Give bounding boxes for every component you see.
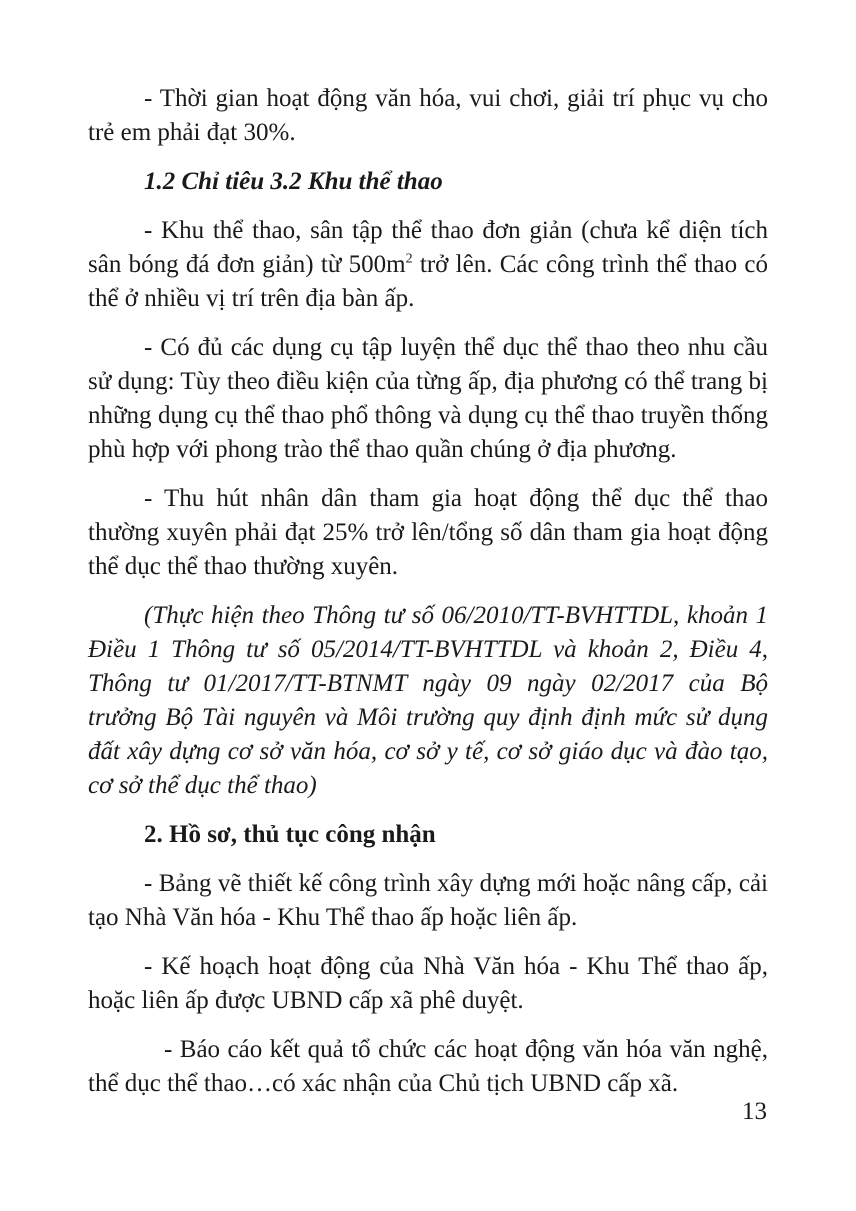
paragraph-equipment: - Có đủ các dụng cụ tập luyện thể dục thể thao theo nhu cầu sử dụng: Tùy theo điều kiện của từng ấp, địa phương có thể trang bị những dụng cụ thể thao phổ thông và dụng cụ thể thao truyền thống phù hợp với phong trào thể thao quần chúng ở địa phương. (88, 334, 768, 463)
page-number: 13 (742, 1098, 767, 1125)
paragraph-participation: - Thu hút nhân dân tham gia hoạt động thể dục thể thao thường xuyên phải đạt 25% trở lên/tổng số dân tham gia hoạt động thể dục thể thao thường xuyên. (88, 485, 768, 580)
paragraph-design-drawing: - Bảng vẽ thiết kế công trình xây dựng mới hoặc nâng cấp, cải tạo Nhà Văn hóa - Khu Thể thao ấp hoặc liên ấp. (88, 870, 768, 931)
document-page (88, 82, 768, 1101)
square-superscript: 2 (405, 251, 413, 267)
paragraph-results-report: - Báo cáo kết quả tổ chức các hoạt động văn hóa văn nghệ, thể dục thể thao…có xác nhận của Chủ tịch UBND cấp xã. (88, 1036, 768, 1097)
section-heading-1-2: 1.2 Chỉ tiêu 3.2 Khu thể thao (144, 168, 443, 195)
sports-area-text-after: trở lên. Các công trình thể thao có thể ở nhiều vị trí trên địa bàn ấp. (88, 251, 768, 312)
paragraph-activity-plan: - Kế hoạch hoạt động của Nhà Văn hóa - Khu Thể thao ấp, hoặc liên ấp được UBND cấp xã phê duyệt. (88, 953, 768, 1014)
legal-reference-note: (Thực hiện theo Thông tư số 06/2010/TT-BVHTTDL, khoản 1 Điều 1 Thông tư số 05/2014/TT-BVHTTDL và khoản 2, Điều 4, Thông tư 01/2017/TT-BTNMT ngày 09 ngày 02/2017 của Bộ trưởng Bộ Tài nguyên và Môi trường quy định định mức sử dụng đất xây dựng cơ sở văn hóa, cơ sở y tế, cơ sở giáo dục và đào tạo, cơ sở thể dục thể thao) (88, 602, 768, 799)
paragraph-sports-area (88, 214, 768, 316)
sports-area-text-before: - Khu thể thao, sân tập thể thao đơn giản (chưa kể diện tích sân bóng đá đơn giản) từ 500m (88, 217, 768, 278)
section-heading-2: 2. Hồ sơ, thủ tục công nhận (144, 821, 436, 848)
paragraph-activity-time: - Thời gian hoạt động văn hóa, vui chơi, giải trí phục vụ cho trẻ em phải đạt 30%. (88, 85, 768, 146)
